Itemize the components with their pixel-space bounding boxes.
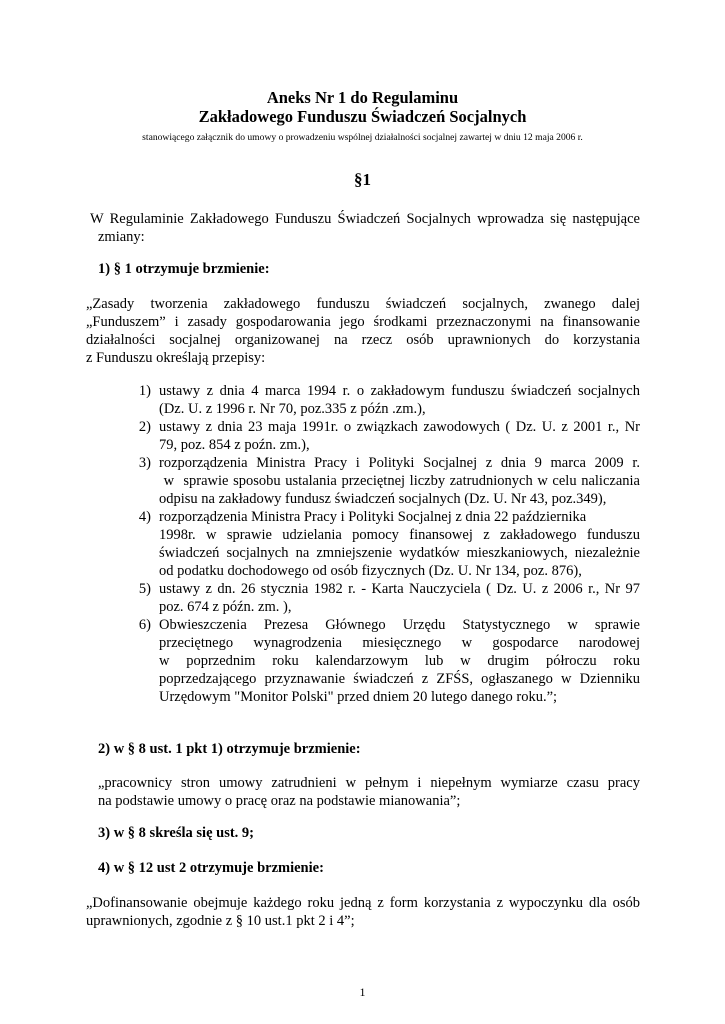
list-item-line: odpisu na zakładowy fundusz świadczeń socjalnych (Dz. U. Nr 43, poz.349), [159,491,607,507]
item-1-paragraph-line: „Zasady tworzenia zakładowego funduszu świadczeń socjalnych, zwanego dalej [86,296,640,312]
section-mark: §1 [354,170,371,189]
list-item-line: poz. 674 z późn. zm. ), [159,599,292,615]
item-4-paragraph-line: „Dofinansowanie obejmuje każdego roku jedną z form korzystania z wypoczynku dla osób [86,895,640,911]
list-item-line: poprzedzającego przyznawanie świadczeń z ZFŚS, ogłaszanego w Dzienniku [159,671,640,687]
item-2-paragraph-line: „pracownicy stron umowy zatrudnieni w pełnym i niepełnym wymiarze czasu pracy [98,775,640,791]
list-item-line: w poprzednim roku kalendarzowym lub w drugim półroczu roku [159,653,640,669]
list-item-number: 5) [138,581,151,597]
document-subtitle: stanowiącego załącznik do umowy o prowadzeniu wspólnej działalności socjalnej zawartej w dniu 12 maja 2006 r. [142,132,583,143]
document-title-line-1: Aneks Nr 1 do Regulaminu [266,88,459,107]
intro-line-1: W Regulaminie Zakładowego Funduszu Świadczeń Socjalnych wprowadza się następujące [90,211,640,227]
list-item-number: 6) [138,617,151,633]
item-3-heading: 3) w § 8 skreśla się ust. 9; [98,825,255,841]
list-item-line: rozporządzenia Ministra Pracy i Polityki Socjalnej z dnia 9 marca 2009 r. [159,455,640,471]
item-1-heading: 1) § 1 otrzymuje brzmienie: [98,261,270,277]
list-item-number: 4) [138,509,151,525]
item-2-heading: 2) w § 8 ust. 1 pkt 1) otrzymuje brzmienie: [98,741,361,757]
intro-line-2: zmiany: [98,229,145,245]
list-item-line: w sprawie sposobu ustalania przeciętnej liczby zatrudnionych w celu naliczania [159,473,640,489]
list-item-line: przeciętnego wynagrodzenia miesięcznego w gospodarce narodowej [159,635,640,651]
list-item-line: świadczeń socjalnych na zmniejszenie wydatków mieszkaniowych, niezależnie [159,545,640,561]
list-item-line: Obwieszczenia Prezesa Głównego Urzędu Statystycznego w sprawie [159,617,640,633]
list-item-line: (Dz. U. z 1996 r. Nr 70, poz.335 z późn .zm.), [159,401,426,417]
page-number: 1 [359,985,366,999]
item-2-paragraph-line: na podstawie umowy o pracę oraz na podstawie mianowania”; [98,793,461,809]
list-item-number: 3) [138,455,151,471]
item-1-paragraph-line: działalności socjalnej organizowanej na rzecz osób uprawnionych do korzystania [86,332,640,348]
item-1-paragraph-line: z Funduszu określają przepisy: [86,350,266,366]
list-item-line: Urzędowym "Monitor Polski" przed dniem 20 lutego danego roku.”; [159,689,558,705]
list-item-number: 1) [138,383,151,399]
list-item-line: ustawy z dn. 26 stycznia 1982 r. - Karta Nauczyciela ( Dz. U. z 2006 r., Nr 97 [159,581,640,597]
list-item-line: od podatku dochodowego od osób fizycznych (Dz. U. Nr 134, poz. 876), [159,563,582,579]
list-item-line: rozporządzenia Ministra Pracy i Polityki Socjalnej z dnia 22 października [159,509,587,525]
document-title-line-2: Zakładowego Funduszu Świadczeń Socjalnych [198,107,527,126]
list-item-line: 1998r. w sprawie udzielania pomocy finansowej z zakładowego funduszu [159,527,640,543]
list-item-line: 79, poz. 854 z poźn. zm.), [159,437,310,453]
list-item-number: 2) [138,419,151,435]
item-4-paragraph-line: uprawnionych, zgodnie z § 10 ust.1 pkt 2 i 4”; [86,913,355,929]
list-item-line: ustawy z dnia 4 marca 1994 r. o zakładowym funduszu świadczeń socjalnych [159,383,640,399]
item-1-paragraph-line: „Funduszem” i zasady gospodarowania jego środkami przeznaczonymi na finansowanie [86,314,640,330]
list-item-line: ustawy z dnia 23 maja 1991r. o związkach zawodowych ( Dz. U. z 2001 r., Nr [159,419,640,435]
item-4-heading: 4) w § 12 ust 2 otrzymuje brzmienie: [98,860,324,876]
